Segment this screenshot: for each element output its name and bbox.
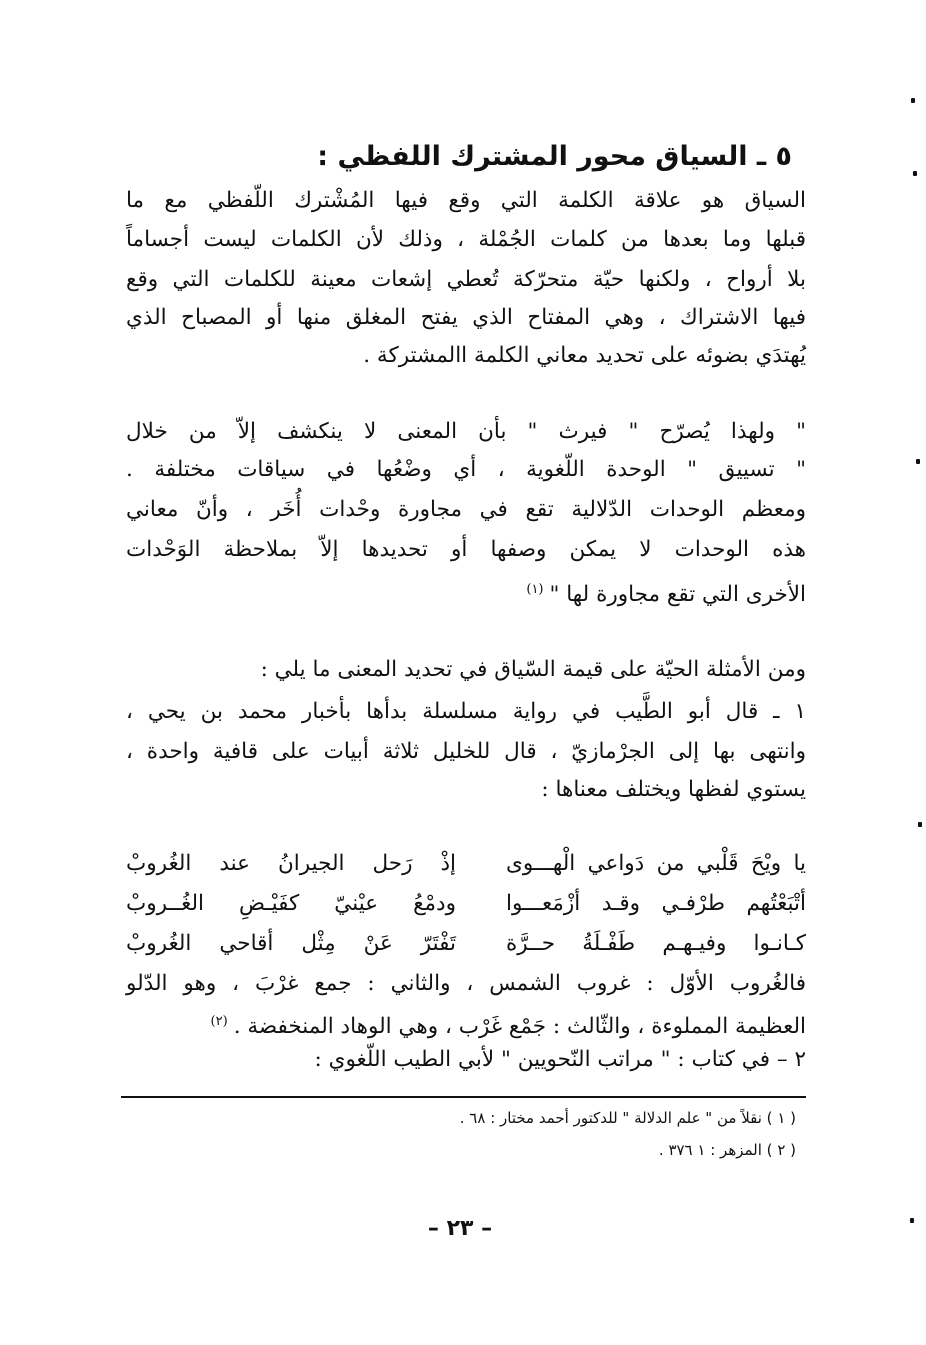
paragraph-line: فالغُروب الأوّل : غروب الشمس ، والثاني : جمع غرْبَ ، وهو الدّلو <box>126 971 806 996</box>
footnote: ( ١ ) نقلاً من " علم الدلالة " للدكتور أحمد مختار : ٦٨ . <box>459 1109 796 1127</box>
paragraph-line: قبلها وما بعدها من كلمات الجُمْلة ، وذلك لأن الكلمات ليست أجساماً <box>126 227 806 252</box>
paragraph-line <box>126 1004 806 1045</box>
paragraph-line: السياق هو علاقة الكلمة التي وقع فيها المُشْترك اللّفظي مع ما <box>126 188 806 213</box>
paragraph-line: ومن الأمثلة الحيّة على قيمة السّياق في تحديد المعنى ما يلي : <box>260 657 806 682</box>
verse-first-hemistich: يا ويْحَ قَلْبي من دَواعي الْهـــوى <box>506 851 806 876</box>
paragraph-line: " تسييق " الوحدة اللّغوية ، أي وضْعُها في سياقات مختلفة . <box>126 457 806 482</box>
paragraph-line: يستوي لفظها ويختلف معناها : <box>541 777 806 802</box>
paragraph-line: ٢ – في كتاب : " مراتب النّحويين " لأبي الطيب اللّغوي : <box>314 1047 806 1072</box>
paragraph-line: ومعظم الوحدات الدّلالية تقع في مجاورة وحْدات أُخَر ، وأنّ معاني <box>126 497 806 522</box>
scan-speck <box>918 822 922 827</box>
paragraph-line: يُهتدَي بضوئه على تحديد معاني الكلمة االمشتركة . <box>363 343 806 368</box>
verse-second-hemistich: إذْ رَحل الجيرانُ عند الغُروبْ <box>126 851 456 876</box>
footnote: ( ٢ ) المزهر : ١ ٣٧٦ . <box>658 1141 796 1159</box>
paragraph-line: فيها الاشتراك ، وهي المفتاح الذي يفتح المغلق منها أو المصباح الذي <box>126 305 806 330</box>
verse-first-hemistich: أتْبَعْتُهم طرْفـي وقـد أزْمَعـــوا <box>506 891 806 916</box>
section-heading: ٥ ـ السياق محور المشترك اللفظي : <box>317 141 792 172</box>
scan-speck <box>911 98 915 103</box>
paragraph-line: ١ ـ قال أبو الطَّيب في رواية مسلسلة بدأها بأخبار محمد بن يحي ، <box>126 699 806 724</box>
paragraph-line <box>126 572 806 613</box>
verse-second-hemistich: ودمْعُ عيْنيّ كفَيْـضِ الغُــروبْ <box>126 891 456 916</box>
scan-speck <box>910 1218 914 1223</box>
paragraph-line-text: الأخرى التي تقع مجاورة لها " <box>549 582 806 608</box>
footnote-separator <box>121 1096 806 1098</box>
verse-first-hemistich: كـانـوا وفيـهـم طَفْـلَةُ حــرَّة <box>506 931 806 956</box>
paragraph-line: وانتهى بها إلى الجرْمازيّ ، قال للخليل ثلاثة أبيات على قافية واحدة ، <box>126 739 806 764</box>
footnote-ref: (٢) <box>210 1014 228 1029</box>
scan-speck <box>913 171 917 176</box>
footnote-ref: (١) <box>526 582 544 597</box>
paragraph-line: " ولهذا يُصرّح " فيرث " بأن المعنى لا ينكشف إلاّ من خلال <box>126 419 806 444</box>
paragraph-line: هذه الوحدات لا يمكن وصفها أو تحديدها إلاّ بملاحظة الوَحْدات <box>126 537 806 562</box>
scan-speck <box>916 459 920 464</box>
paragraph-line: بلا أرواح ، ولكنها حيّة متحرّكة تُعطي إشعات معينة للكلمات التي وقع <box>126 267 806 292</box>
verse-second-hemistich: تَفْتَرّ عَنْ مِثْل أقاحي الغُروبْ <box>126 931 456 956</box>
paragraph-line-text: العظيمة المملوءة ، والثّالث : جَمْع غَرْب ، وهي الوهاد المنخفضة . <box>233 1014 806 1040</box>
page-number: – ٢٣ – <box>427 1216 493 1241</box>
